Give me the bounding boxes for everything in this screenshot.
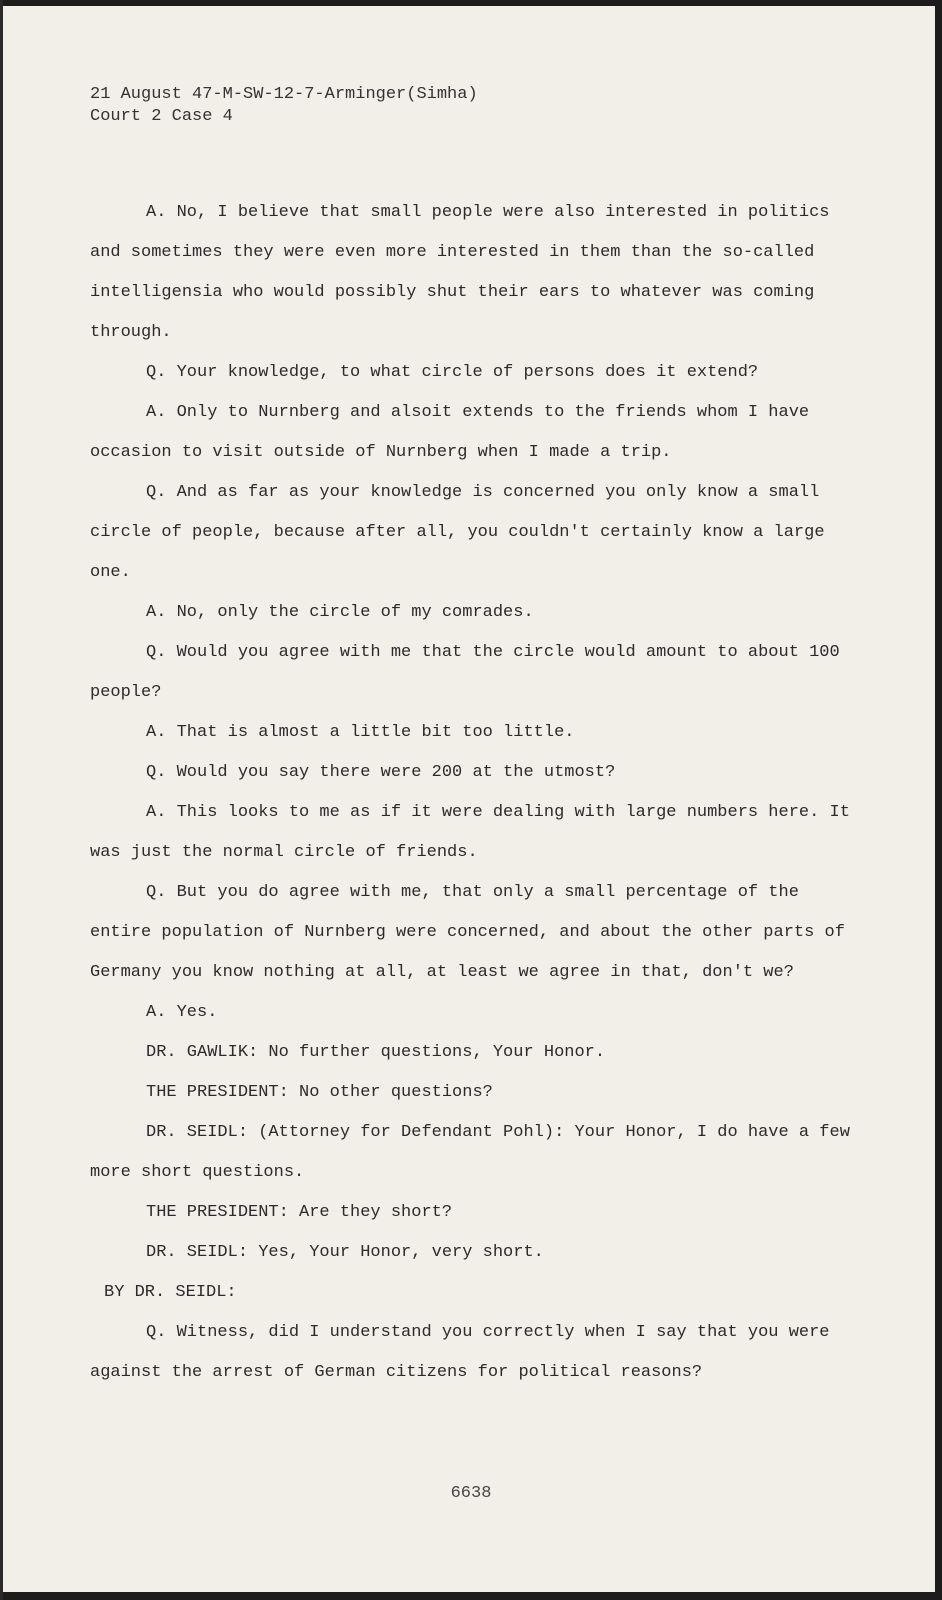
transcript-paragraph: A. No, I believe that small people were also interested in politics and sometimes they were even more interested in them than the so-called intelligensia who would possibly shut their ears to whatever was coming through. bbox=[90, 203, 830, 342]
scan-edge-right bbox=[935, 0, 942, 1600]
transcript-paragraph: Q. But you do agree with me, that only a small percentage of the entire population of Nurnberg were concerned, and about the other parts of Germany you know nothing at all, at least we agree in that, don't we? bbox=[90, 883, 845, 982]
transcript-paragraph: A. This looks to me as if it were dealing with large numbers here. It was just the normal circle of friends. bbox=[90, 803, 850, 862]
transcript-paragraph: A. That is almost a little bit too little. bbox=[146, 723, 575, 742]
transcript-paragraph: Q. Witness, did I understand you correctly when I say that you were against the arrest of German citizens for political reasons? bbox=[90, 1323, 830, 1382]
transcript-paragraph: Q. And as far as your knowledge is concerned you only know a small circle of people, because after all, you couldn't certainly know a large one. bbox=[90, 483, 825, 582]
transcript-paragraph: DR. GAWLIK: No further questions, Your Honor. bbox=[146, 1043, 606, 1062]
transcript-paragraph: A. Yes. bbox=[146, 1003, 218, 1022]
transcript-paragraph: DR. SEIDL: Yes, Your Honor, very short. bbox=[146, 1243, 544, 1262]
header-court-case: Court 2 Case 4 bbox=[90, 107, 233, 126]
scan-edge-top bbox=[0, 0, 942, 6]
scan-edge-bottom bbox=[0, 1592, 942, 1600]
transcript-paragraph: THE PRESIDENT: Are they short? bbox=[146, 1203, 453, 1222]
page-number: 6638 bbox=[450, 1484, 492, 1503]
transcript-paragraph: Q. Would you agree with me that the circle would amount to about 100 people? bbox=[90, 643, 840, 702]
transcript-paragraph: Q. Your knowledge, to what circle of persons does it extend? bbox=[146, 363, 759, 382]
scan-edge-left bbox=[0, 0, 3, 1600]
transcript-paragraph: A. No, only the circle of my comrades. bbox=[146, 603, 534, 622]
transcript-paragraph: Q. Would you say there were 200 at the utmost? bbox=[146, 763, 616, 782]
transcript-paragraph: A. Only to Nurnberg and alsoit extends to the friends whom I have occasion to visit outside of Nurnberg when I made a trip. bbox=[90, 403, 810, 462]
transcript-body bbox=[90, 193, 850, 1393]
header-date-reference: 21 August 47-M-SW-12-7-Arminger(Simha) bbox=[90, 85, 478, 104]
document-header bbox=[90, 84, 478, 128]
examination-heading: BY DR. SEIDL: bbox=[104, 1283, 237, 1302]
transcript-paragraph: DR. SEIDL: (Attorney for Defendant Pohl): Your Honor, I do have a few more short questions. bbox=[90, 1123, 850, 1182]
transcript-paragraph: THE PRESIDENT: No other questions? bbox=[146, 1083, 493, 1102]
